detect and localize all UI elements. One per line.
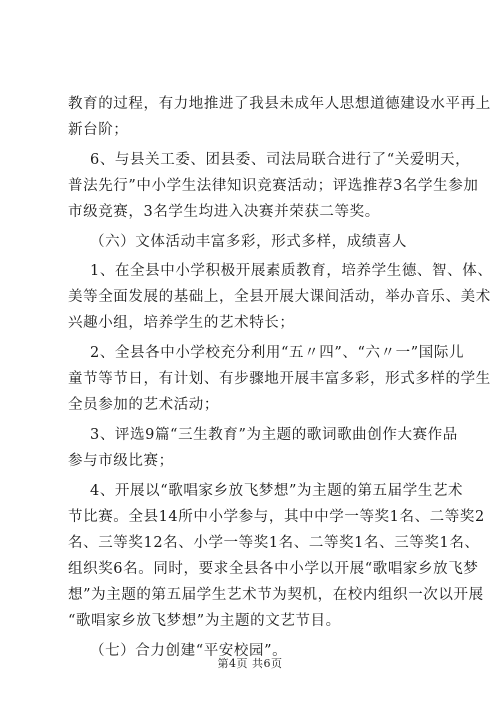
text-line: 2、全县各中小学校充分利用“五〃四”、“六〃一”国际儿 [90,345,465,361]
text-line: 美等全面发展的基础上，全县开展大课间活动，举办音乐、美术 [68,289,491,305]
text-line: 普法先行”中小学生法律知识竞赛活动；评选推荐3名学生参加 [68,178,479,194]
text-line: 市级竞赛，3名学生均进入决赛并荣获二等奖。 [68,204,380,220]
section-heading: （六）文体活动丰富多彩，形式多样，成绩喜人 [90,234,408,250]
text-line: 参与市级比赛； [68,453,174,469]
text-line: 新台阶； [68,122,129,138]
text-line: “歌唱家乡放飞梦想”为主题的文艺节目。 [68,613,341,629]
text-line: 想”为主题的第五届学生艺术节为契机，在校内组织一次以开展 [68,587,484,603]
text-line: 名、三等奖12名、小学一等奖1名、二等奖1名、三等奖1名、 [68,535,480,551]
text-line: 1、在全县中小学积极开展素质教育，培养学生德、智、体、 [90,263,493,279]
text-line: 教育的过程，有力地推进了我县未成年人思想道德建设水平再上 [68,96,491,112]
text-line: 组织奖6名。同时，要求全县各中小学以开展“歌唱家乡放飞梦 [68,561,479,577]
text-line: 节比赛。全县14所中小学参与，其中中学一等奖1名、二等奖2 [68,509,485,525]
text-line: 3、评选9篇“三生教育”为主题的歌词歌曲创作大赛作品 [90,427,458,443]
text-line: 全员参加的艺术活动； [68,397,219,413]
text-line: 兴趣小组，培养学生的艺术特长； [68,315,295,331]
text-line: 4、开展以“歌唱家乡放飞梦想”为主题的第五届学生艺术 [90,483,464,499]
page-number-footer: 第4页 共6页 [217,657,283,670]
section-heading: （七）合力创建“平安校园”。 [90,643,288,659]
text-line: 6、与县关工委、团县委、司法局联合进行了“关爱明天， [90,152,471,168]
text-line: 童节等节日，有计划、有步骤地开展丰富多彩，形式多样的学生 [68,371,491,387]
